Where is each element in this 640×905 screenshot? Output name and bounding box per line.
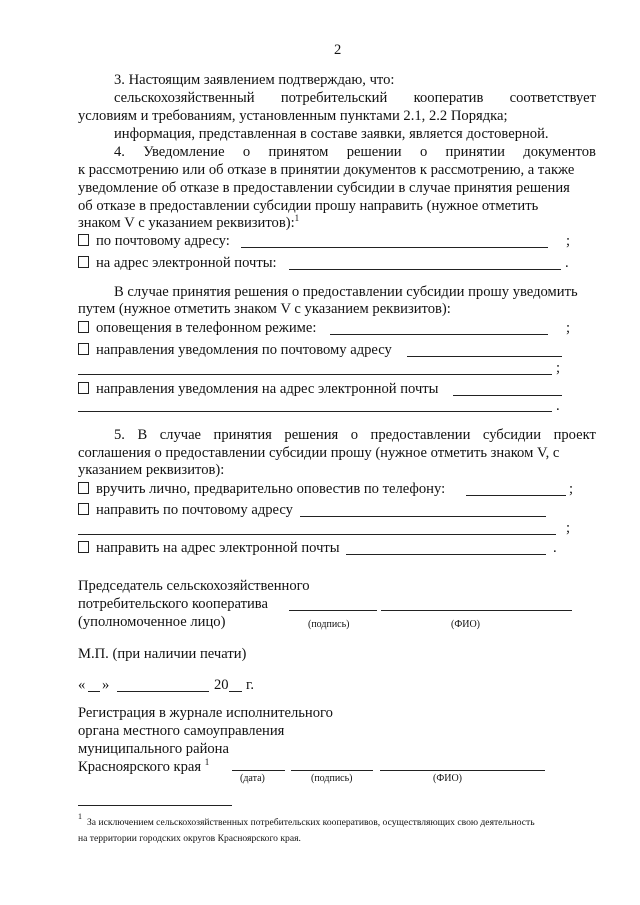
notify-post-field-line2[interactable] (78, 374, 552, 375)
option-label: оповещения в телефонном режиме: (96, 320, 317, 336)
footnote-separator (78, 805, 232, 806)
line-text: Красноярского края (78, 759, 202, 775)
date-open-quote: « (78, 677, 86, 693)
word: о (242, 144, 251, 160)
hand-phone-field[interactable] (466, 495, 566, 496)
option-label: по почтовому адресу: (96, 233, 230, 249)
section5-line3: указанием реквизитов): (78, 462, 225, 478)
word: кооператив (413, 90, 484, 106)
reg-date-caption: (дата) (240, 773, 265, 784)
reg-signature-field[interactable] (291, 770, 373, 771)
footnote-line1: За исключением сельскохозяйственных потребительских кооперативов, осуществляющих свою деятельность (87, 817, 535, 828)
word: В (137, 427, 148, 443)
option-notify-post[interactable] (78, 342, 392, 359)
footnote-line2: на территории городских округов Красноярского края. (78, 833, 301, 844)
date-close-quote: » (102, 677, 110, 693)
page-number: 2 (334, 42, 342, 58)
notify-email-field-line2[interactable] (78, 411, 552, 412)
fio-field[interactable] (381, 610, 572, 611)
podpis-caption: (подпись) (308, 619, 350, 630)
word: 4. (114, 144, 125, 160)
option-label: направить на адрес электронной почты (96, 540, 340, 556)
section3-line2 (114, 90, 596, 107)
section5-line1 (114, 427, 596, 444)
footnote-mark: 1 (78, 812, 82, 821)
phone-field[interactable] (330, 334, 548, 335)
option-hand-deliver[interactable] (78, 481, 445, 498)
option-label: вручить лично, предварительно оповестив по телефону: (96, 481, 446, 497)
field-end: ; (566, 320, 571, 336)
registration-line2: органа местного самоуправления (78, 723, 285, 739)
day-field[interactable] (88, 691, 100, 692)
reg-fio-field[interactable] (380, 770, 545, 771)
reg-date-field[interactable] (232, 770, 285, 771)
section3-line1: 3. Настоящим заявлением подтверждаю, что: (114, 72, 395, 88)
checkbox[interactable] (78, 503, 89, 515)
registration-line1: Регистрация в журнале исполнительного (78, 705, 333, 721)
section4-line2: к рассмотрению или об отказе в принятии документов к рассмотрению, а также (78, 162, 575, 178)
year-prefix: 20 (214, 677, 229, 693)
section4-line5 (78, 215, 299, 232)
send-post-field[interactable] (300, 516, 546, 517)
field-end: . (556, 398, 560, 414)
option-send-email[interactable] (78, 540, 340, 557)
option-label: направления уведомления по почтовому адресу (96, 342, 392, 358)
option-label: на адрес электронной почты: (96, 255, 277, 271)
field-end: ; (566, 520, 571, 536)
year-field[interactable] (229, 691, 242, 692)
checkbox[interactable] (78, 382, 89, 394)
field-end: . (565, 255, 569, 271)
registration-line4 (78, 759, 209, 776)
checkbox[interactable] (78, 541, 89, 553)
option-notify-email[interactable] (78, 381, 438, 398)
word: сельскохозяйственный (114, 90, 255, 106)
checkbox[interactable] (78, 321, 89, 333)
reg-podpis-caption: (подпись) (311, 773, 353, 784)
word: случае (159, 427, 202, 443)
word: решения (284, 427, 339, 443)
field-end: . (553, 540, 557, 556)
signature-field[interactable] (289, 610, 377, 611)
option-send-post[interactable] (78, 502, 293, 519)
checkbox[interactable] (78, 234, 89, 246)
line-text: знаком V с указанием реквизитов): (78, 215, 295, 231)
email-field[interactable] (289, 269, 561, 270)
word: 5. (114, 427, 125, 443)
field-end: ; (569, 481, 574, 497)
word: принятом (268, 144, 329, 160)
option-label: направить по почтовому адресу (96, 502, 293, 518)
word: решении (346, 144, 402, 160)
word: соответствует (509, 90, 596, 106)
word: проект (553, 427, 596, 443)
signature-line2: потребительского кооператива (78, 596, 268, 612)
word: предоставлении (370, 427, 471, 443)
month-field[interactable] (117, 691, 209, 692)
post-address-field[interactable] (241, 247, 548, 248)
option-email[interactable] (78, 255, 277, 272)
section3-line4: информация, представленная в составе заявки, является достоверной. (114, 126, 549, 142)
word: принятия (213, 427, 272, 443)
checkbox[interactable] (78, 482, 89, 494)
signature-line3: (уполномоченное лицо) (78, 614, 226, 630)
notify-post-field[interactable] (407, 356, 562, 357)
section5-line2: соглашения о предоставлении субсидии прошу (нужное отметить знаком V, с (78, 445, 560, 461)
field-end: ; (566, 233, 571, 249)
send-post-field-line2[interactable] (78, 534, 556, 535)
footnote-ref: 1 (294, 213, 300, 223)
fio-caption: (ФИО) (451, 619, 481, 630)
word: принятии (445, 144, 505, 160)
notify-line2: путем (нужное отметить знаком V с указанием реквизитов): (78, 301, 451, 317)
section4-line4: об отказе в предоставлении субсидии прошу направить (нужное отметить (78, 198, 539, 214)
word: документов (523, 144, 596, 160)
notify-line1: В случае принятия решения о предоставлении субсидии прошу уведомить (114, 284, 578, 300)
checkbox[interactable] (78, 256, 89, 268)
footnote-ref: 1 (204, 757, 210, 767)
word: о (419, 144, 428, 160)
word: субсидии (482, 427, 542, 443)
section3-line3: условиям и требованиям, установленным пунктами 2.1, 2.2 Порядка; (78, 108, 508, 124)
section4-line3: уведомление об отказе в предоставлении субсидии в случае принятия решения (78, 180, 570, 196)
checkbox[interactable] (78, 343, 89, 355)
word: Уведомление (143, 144, 225, 160)
field-end: ; (556, 360, 561, 376)
reg-fio-caption: (ФИО) (433, 773, 463, 784)
seal-note: М.П. (при наличии печати) (78, 646, 247, 662)
send-email-field[interactable] (346, 554, 546, 555)
option-phone[interactable] (78, 320, 316, 337)
notify-email-field[interactable] (453, 395, 562, 396)
year-suffix: г. (246, 677, 254, 693)
registration-line3: муниципального района (78, 741, 229, 757)
option-label: направления уведомления на адрес электронной почты (96, 381, 439, 397)
word: потребительский (280, 90, 388, 106)
section4-line1 (114, 144, 596, 161)
word: о (350, 427, 359, 443)
option-post-address[interactable] (78, 233, 230, 250)
signature-line1: Председатель сельскохозяйственного (78, 578, 310, 594)
